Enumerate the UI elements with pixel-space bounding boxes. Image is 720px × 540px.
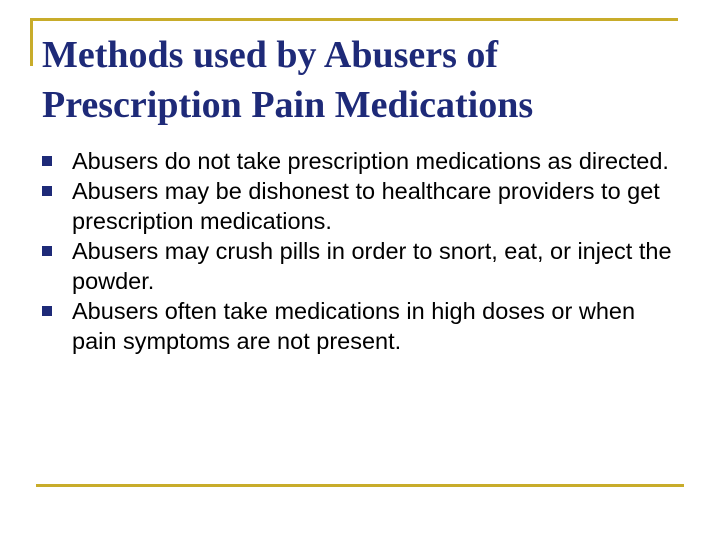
bottom-rule — [36, 484, 684, 487]
top-rule — [30, 18, 678, 21]
square-bullet-icon — [42, 156, 52, 166]
bullet-text: Abusers often take medications in high doses or when pain symptoms are not present. — [72, 298, 636, 354]
left-rule — [30, 18, 33, 66]
bullet-text: Abusers may crush pills in order to snort, eat, or inject the powder. — [72, 238, 672, 294]
bullet-item — [42, 176, 682, 236]
bullet-text: Abusers do not take prescription medications as directed. — [72, 148, 669, 174]
bullet-item — [42, 296, 682, 356]
bullet-item — [42, 236, 682, 296]
square-bullet-icon — [42, 306, 52, 316]
square-bullet-icon — [42, 186, 52, 196]
bullet-text: Abusers may be dishonest to healthcare providers to get prescription medications. — [72, 178, 660, 234]
bullet-list — [42, 146, 682, 356]
slide-title: Methods used by Abusers of Prescription Pain Medications — [42, 34, 534, 126]
square-bullet-icon — [42, 246, 52, 256]
bullet-item — [42, 146, 682, 176]
